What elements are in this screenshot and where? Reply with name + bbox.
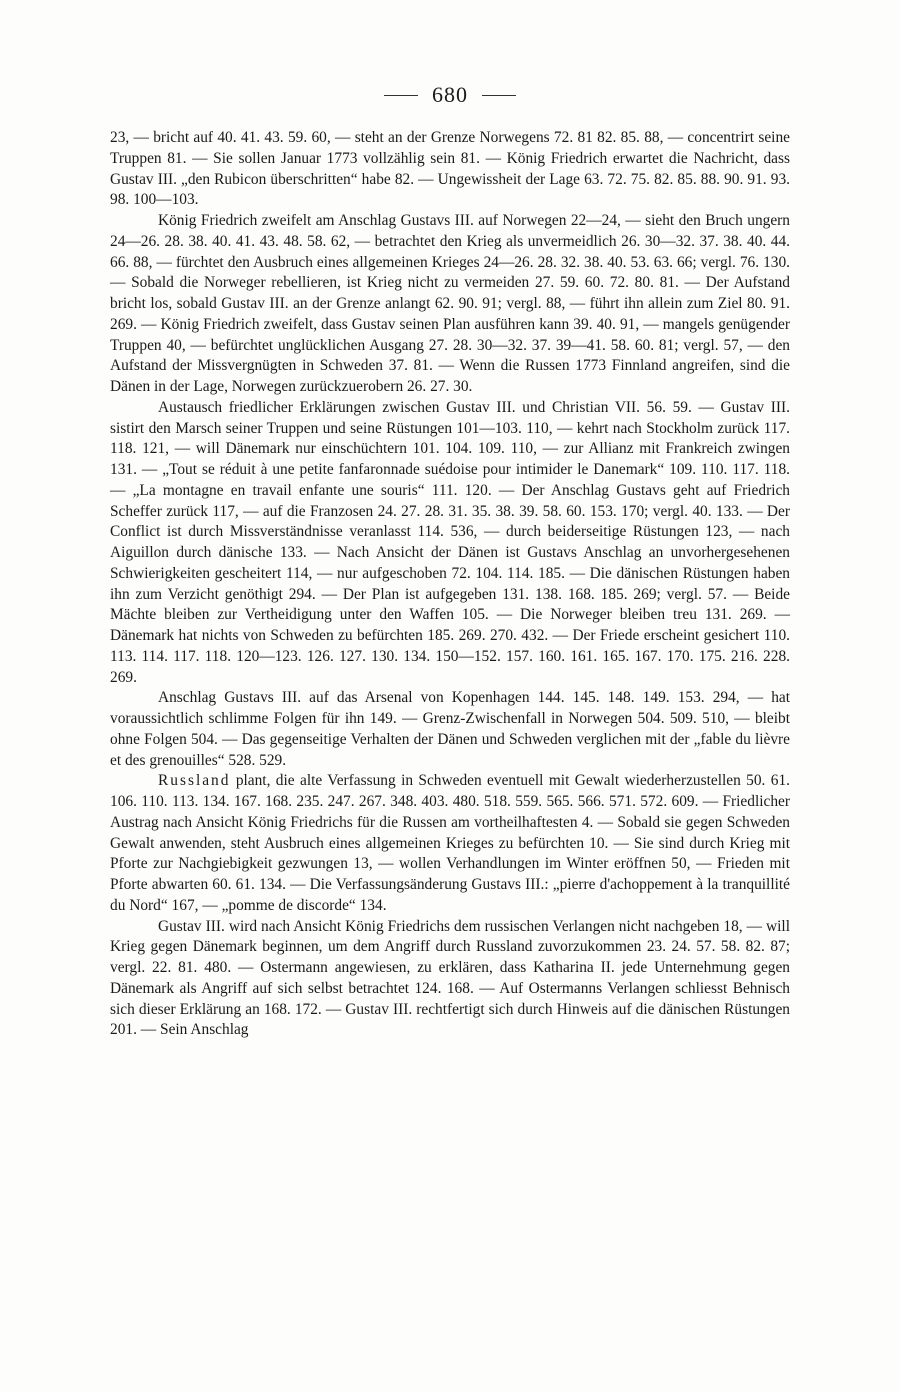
- page-header: [110, 82, 790, 108]
- header-rule-left: [384, 95, 418, 96]
- paragraph-koenig-friedrich-zweifelt: [110, 211, 790, 398]
- paragraph-text: plant, die alte Verfassung in Schweden eventuell mit Gewalt wiederherzustellen 50. 61. 106. 110. 113. 134. 167. 168. 235. 247. 267. 348. 403. 480. 518. 559. 565. 566. 571. 572. 609. — Friedlicher Austrag nach Ansicht König Friedrichs für die Russen am vortheilhaftesten 4. — Sobald sie gegen Schweden Gewalt anwenden, steht Ausbruch eines allgemeinen Krieges zu befürchten 10. — Sie sind durch Krieg mit Pforte zur Nachgiebigkeit gezwungen 13, — wollen Verhandlungen im Winter eröffnen 50, — Frieden mit Pforte abwarten 60. 61. 134. — Die Verfassungsänderung Gustavs III.: „pierre d'achoppement à la tranquillité du Nord“ 167, — „pomme de discorde“ 134.: [110, 772, 790, 914]
- paragraph-anschlag-arsenal: [110, 688, 790, 771]
- paragraph-text: Austausch friedlicher Erklärungen zwischen Gustav III. und Christian VII. 56. 59. — Gustav III. sistirt den Marsch seiner Truppen und seine Rüstungen 101—103. 110, — kehrt nach Stockholm zurück 117. 118. 121, — will Dänemark nur einschüchtern 101. 104. 109. 110, — zur Allianz mit Frankreich zwingen 131. — „Tout se réduit à une petite fanfaronnade suédoise pour intimider le Danemark“ 109. 110. 117. 118. — „La montagne en travail enfante une souris“ 111. 120. — Der Anschlag Gustavs geht auf Friedrich Scheffer zurück 117, — auf die Franzosen 24. 27. 28. 31. 35. 38. 39. 58. 60. 153. 170; vergl. 40. 133. — Der Conflict ist durch Missverständnisse veranlasst 114. 536, — durch beiderseitige Rüstungen 123, — nach Aiguillon durch dänische 133. — Nach Ansicht der Dänen ist Gustavs Anschlag an unvorhergesehenen Schwierigkeiten gescheitert 114, — nur aufgeschoben 72. 104. 114. 185. — Die dänischen Rüstungen haben ihn zum Verzicht genöthigt 294. — Der Plan ist aufgegeben 131. 138. 168. 185. 269; vergl. 57. — Beide Mächte bleiben zur Vertheidigung unter den Waffen 105. — Die Norweger bleiben treu 131. 269. — Dänemark hat nichts von Schweden zu befürchten 185. 269. 270. 432. — Der Friede erscheint gesichert 110. 113. 114. 117. 118. 120—123. 126. 127. 130. 134. 150—152. 157. 160. 161. 165. 167. 170. 175. 216. 228. 269.: [110, 398, 790, 686]
- paragraph-gustav-iii: [110, 917, 790, 1042]
- paragraph-text: Gustav III. wird nach Ansicht König Friedrichs dem russischen Verlangen nicht nachgeben 18, — will Krieg gegen Dänemark beginnen, um dem Angriff durch Russland zuvorzukommen 23. 24. 57. 58. 82. 87; vergl. 22. 81. 480. — Ostermann angewiesen, zu erklären, dass Katharina II. jede Unternehmung gegen Dänemark als Angriff auf sich selbst betrachtet 124. 168. — Auf Ostermanns Verlangen schliesst Behnisch sich dieser Erklärung an 168. 172. — Gustav III. rechtfertigt sich durch Hinweis auf die dänischen Rüstungen 201. — Sein Anschlag: [110, 917, 790, 1039]
- paragraph-russland: [110, 771, 790, 916]
- page-number: 680: [432, 82, 468, 107]
- paragraph-text: Anschlag Gustavs III. auf das Arsenal von Kopenhagen 144. 145. 148. 149. 153. 294, — hat voraussichtlich schlimme Folgen für ihn 149. — Grenz-Zwischenfall in Norwegen 504. 509. 510, — bleibt ohne Folgen 504. — Das gegenseitige Verhalten der Dänen und Schweden verglichen mit der „fable du lièvre et des grenouilles“ 528. 529.: [110, 689, 790, 769]
- paragraph-text: König Friedrich zweifelt am Anschlag Gustavs III. auf Norwegen 22—24, — sieht den Bruch ungern 24—26. 28. 38. 40. 41. 43. 48. 58. 62, — betrachtet den Krieg als unvermeidlich 26. 30—32. 37. 38. 40. 44. 66. 88, — fürchtet den Ausbruch eines allgemeinen Krieges 24—26. 28. 32. 38. 40. 53. 63. 66; vergl. 76. 130. — Sobald die Norweger rebellieren, ist Krieg nicht zu vermeiden 27. 59. 60. 72. 80. 81. — Der Aufstand bricht los, sobald Gustav III. an der Grenze anlangt 62. 90. 91; vergl. 88, — führt ihn allein zum Ziel 80. 91. 269. — König Friedrich zweifelt, dass Gustav seinen Plan ausführen kann 39. 40. 91, — mangels genügender Truppen 40, — befürchtet unglücklichen Ausgang 27. 28. 30—32. 37. 39—41. 58. 60. 81; vergl. 57, — den Aufstand der Missvergnügten in Schweden 37. 81. — Wenn die Russen 1773 Finnland angreifen, sind die Dänen in der Lage, Norwegen zurückzuerobern 26. 27. 30.: [110, 212, 790, 395]
- index-text: [110, 128, 790, 1041]
- entry-heading-russland: Russland: [158, 772, 231, 790]
- header-rule-right: [482, 95, 516, 96]
- paragraph-austausch: [110, 398, 790, 689]
- paragraph-continuation: [110, 128, 790, 211]
- book-page: [110, 82, 790, 1041]
- paragraph-text: 23, — bricht auf 40. 41. 43. 59. 60, — steht an der Grenze Norwegens 72. 81 82. 85. 88, — concentrirt seine Truppen 81. — Sie sollen Januar 1773 vollzählig sein 81. — König Friedrich erwartet die Nachricht, dass Gustav III. „den Rubicon überschritten“ habe 82. — Ungewissheit der Lage 63. 72. 75. 82. 85. 88. 90. 91. 93. 98. 100—103.: [110, 129, 790, 209]
